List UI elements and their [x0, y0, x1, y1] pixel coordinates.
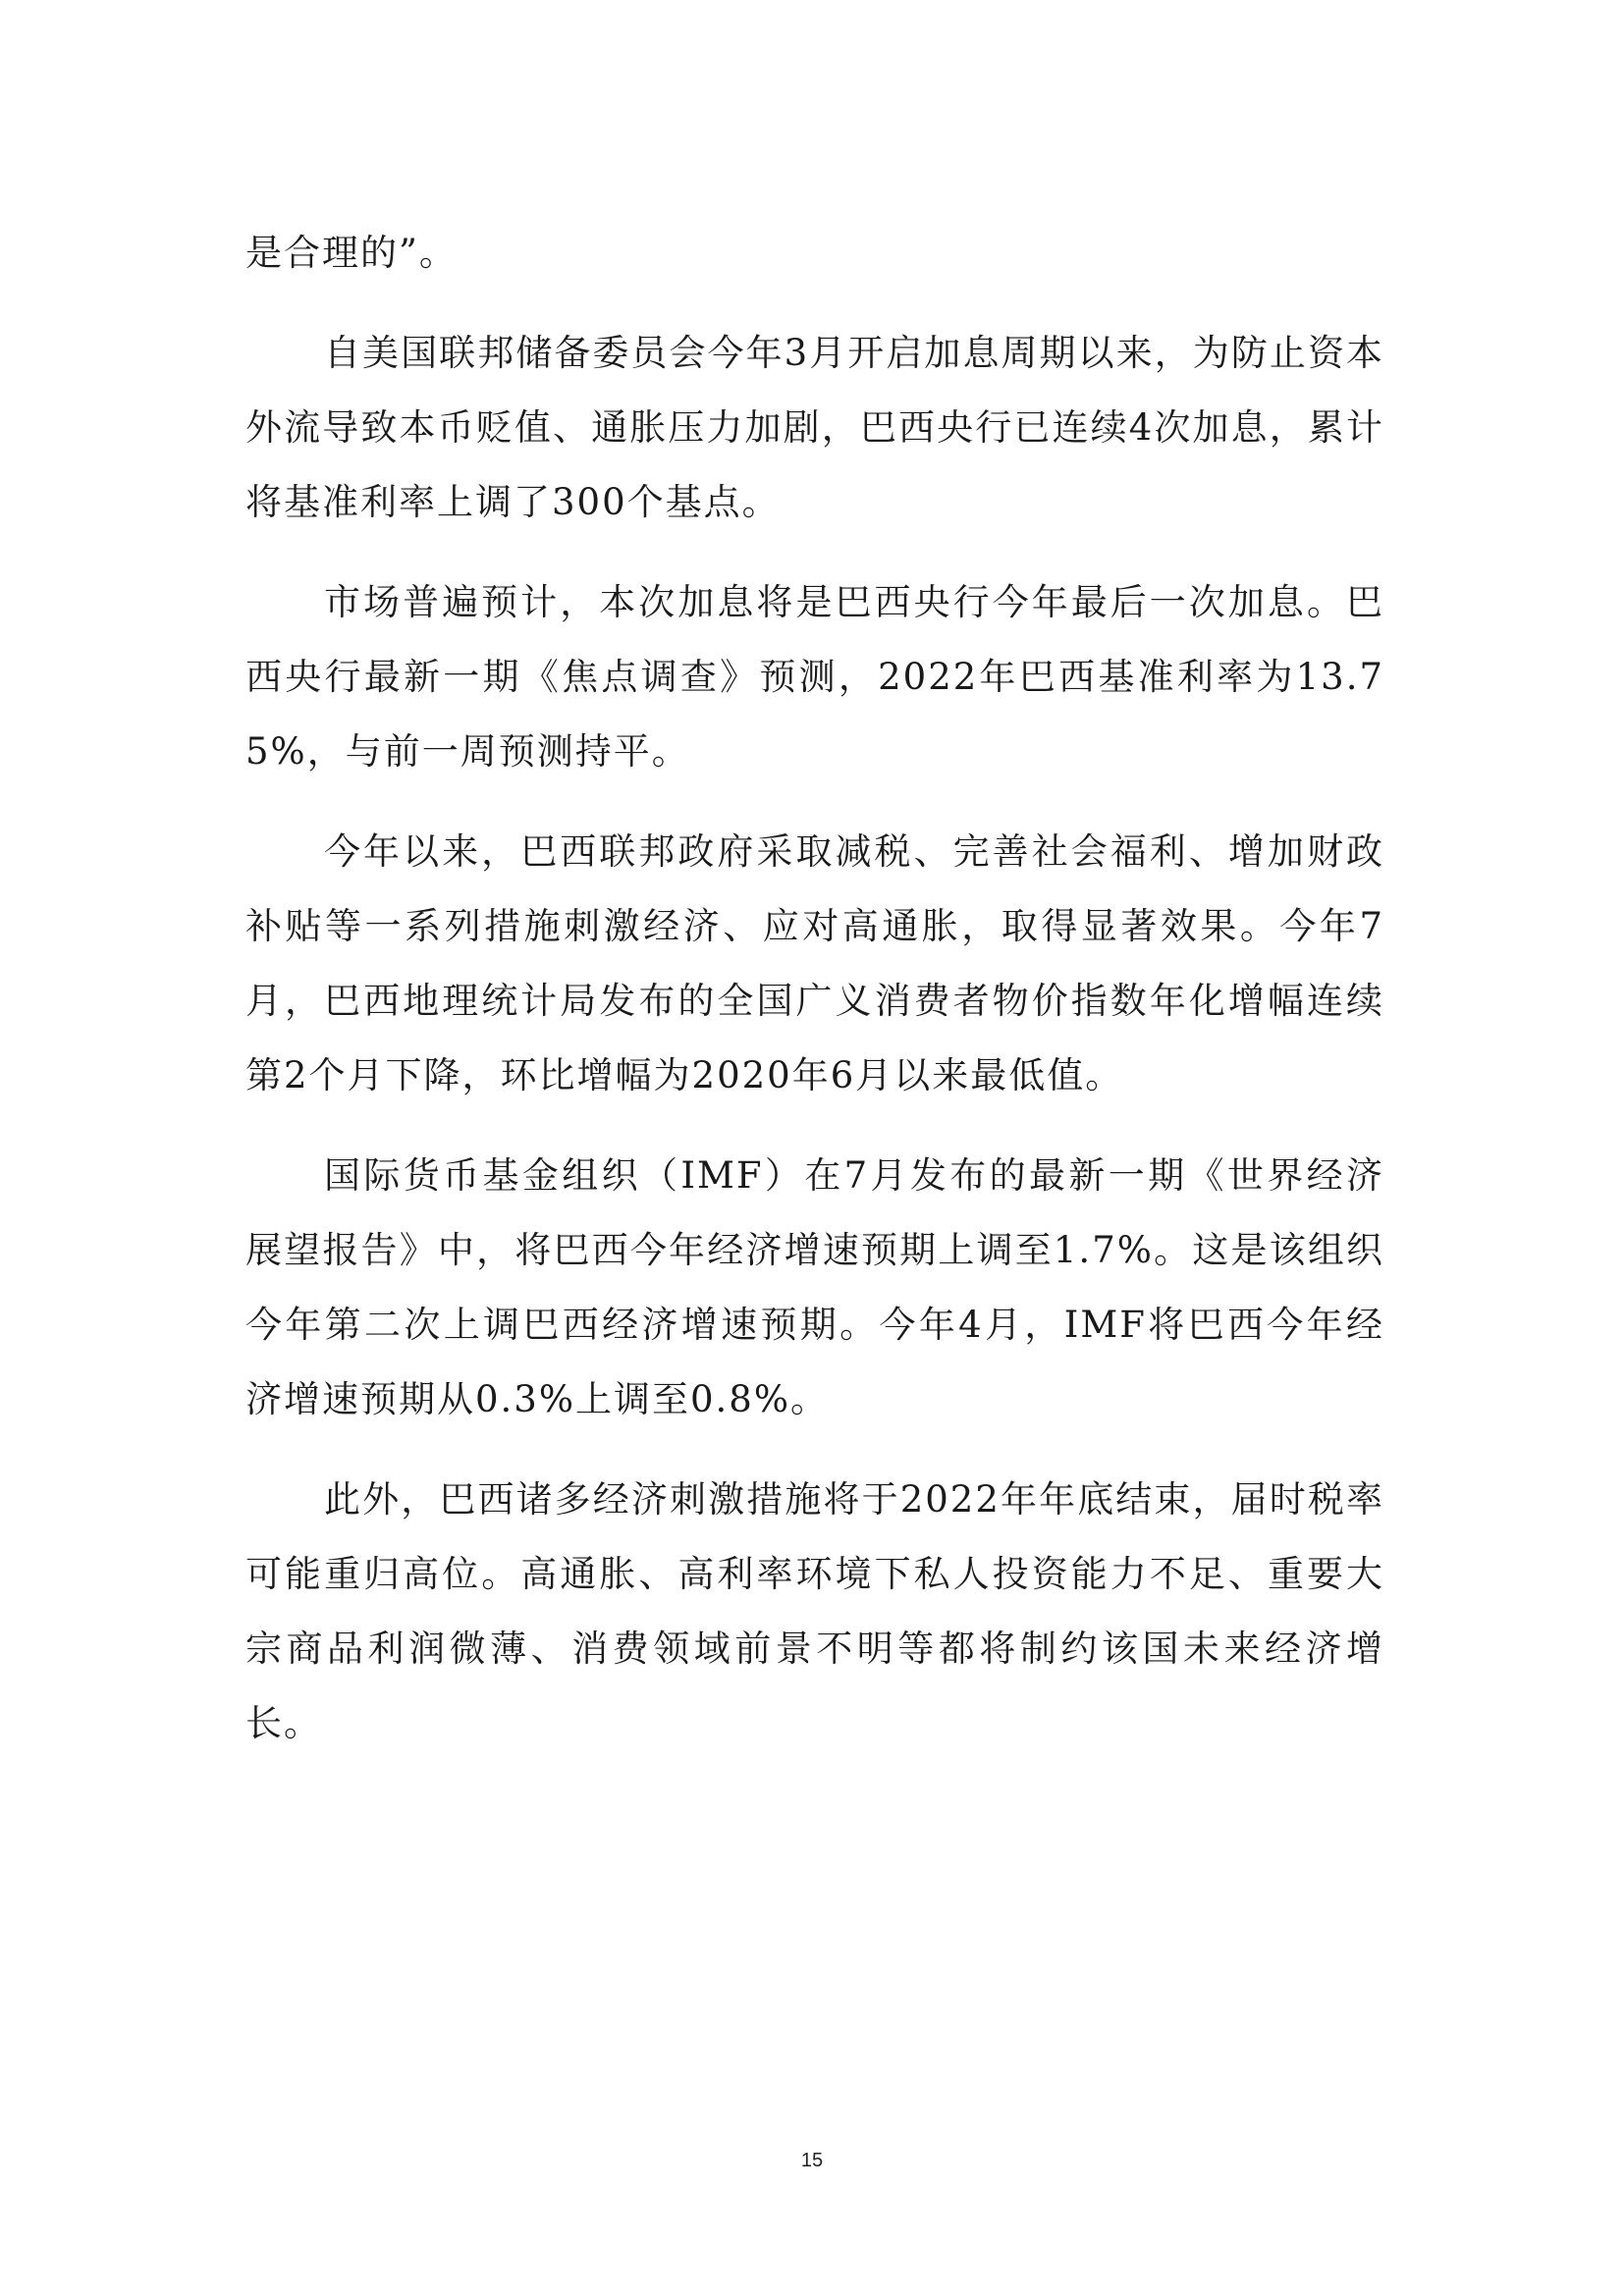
- page-number: 15: [800, 2150, 824, 2171]
- paragraph-fiscal-measures: 今年以来，巴西联邦政府采取减税、完善社会福利、增加财政补贴等一系列措施刺激经济、应对高通胀，取得显著效果。今年7月，巴西地理统计局发布的全国广义消费者物价指数年化增幅连续第2个月下降，环比增幅为2020年6月以来最低值。: [245, 830, 1384, 1096]
- body-text: [245, 216, 1384, 1787]
- paragraph-risks: 此外，巴西诸多经济刺激措施将于2022年年底结束，届时税率可能重归高位。高通胀、高利率环境下私人投资能力不足、重要大宗商品利润微薄、消费领域前景不明等都将制约该国未来经济增长。: [245, 1478, 1384, 1744]
- paragraph-fed-rate-hikes: 自美国联邦储备委员会今年3月开启加息周期以来，为防止资本外流导致本币贬值、通胀压力加剧，巴西央行已连续4次加息，累计将基准利率上调了300个基点。: [245, 332, 1384, 523]
- paragraph-market-forecast: 市场普遍预计，本次加息将是巴西央行今年最后一次加息。巴西央行最新一期《焦点调查》预测，2022年巴西基准利率为13.75%，与前一周预测持平。: [245, 581, 1384, 773]
- paragraph-imf-outlook: 国际货币基金组织（IMF）在7月发布的最新一期《世界经济展望报告》中，将巴西今年经济增速预期上调至1.7%。这是该组织今年第二次上调巴西经济增速预期。今年4月，IMF将巴西今年经济增速预期从0.3%上调至0.8%。: [245, 1154, 1384, 1420]
- paragraph-continuation: 是合理的”。: [245, 232, 458, 274]
